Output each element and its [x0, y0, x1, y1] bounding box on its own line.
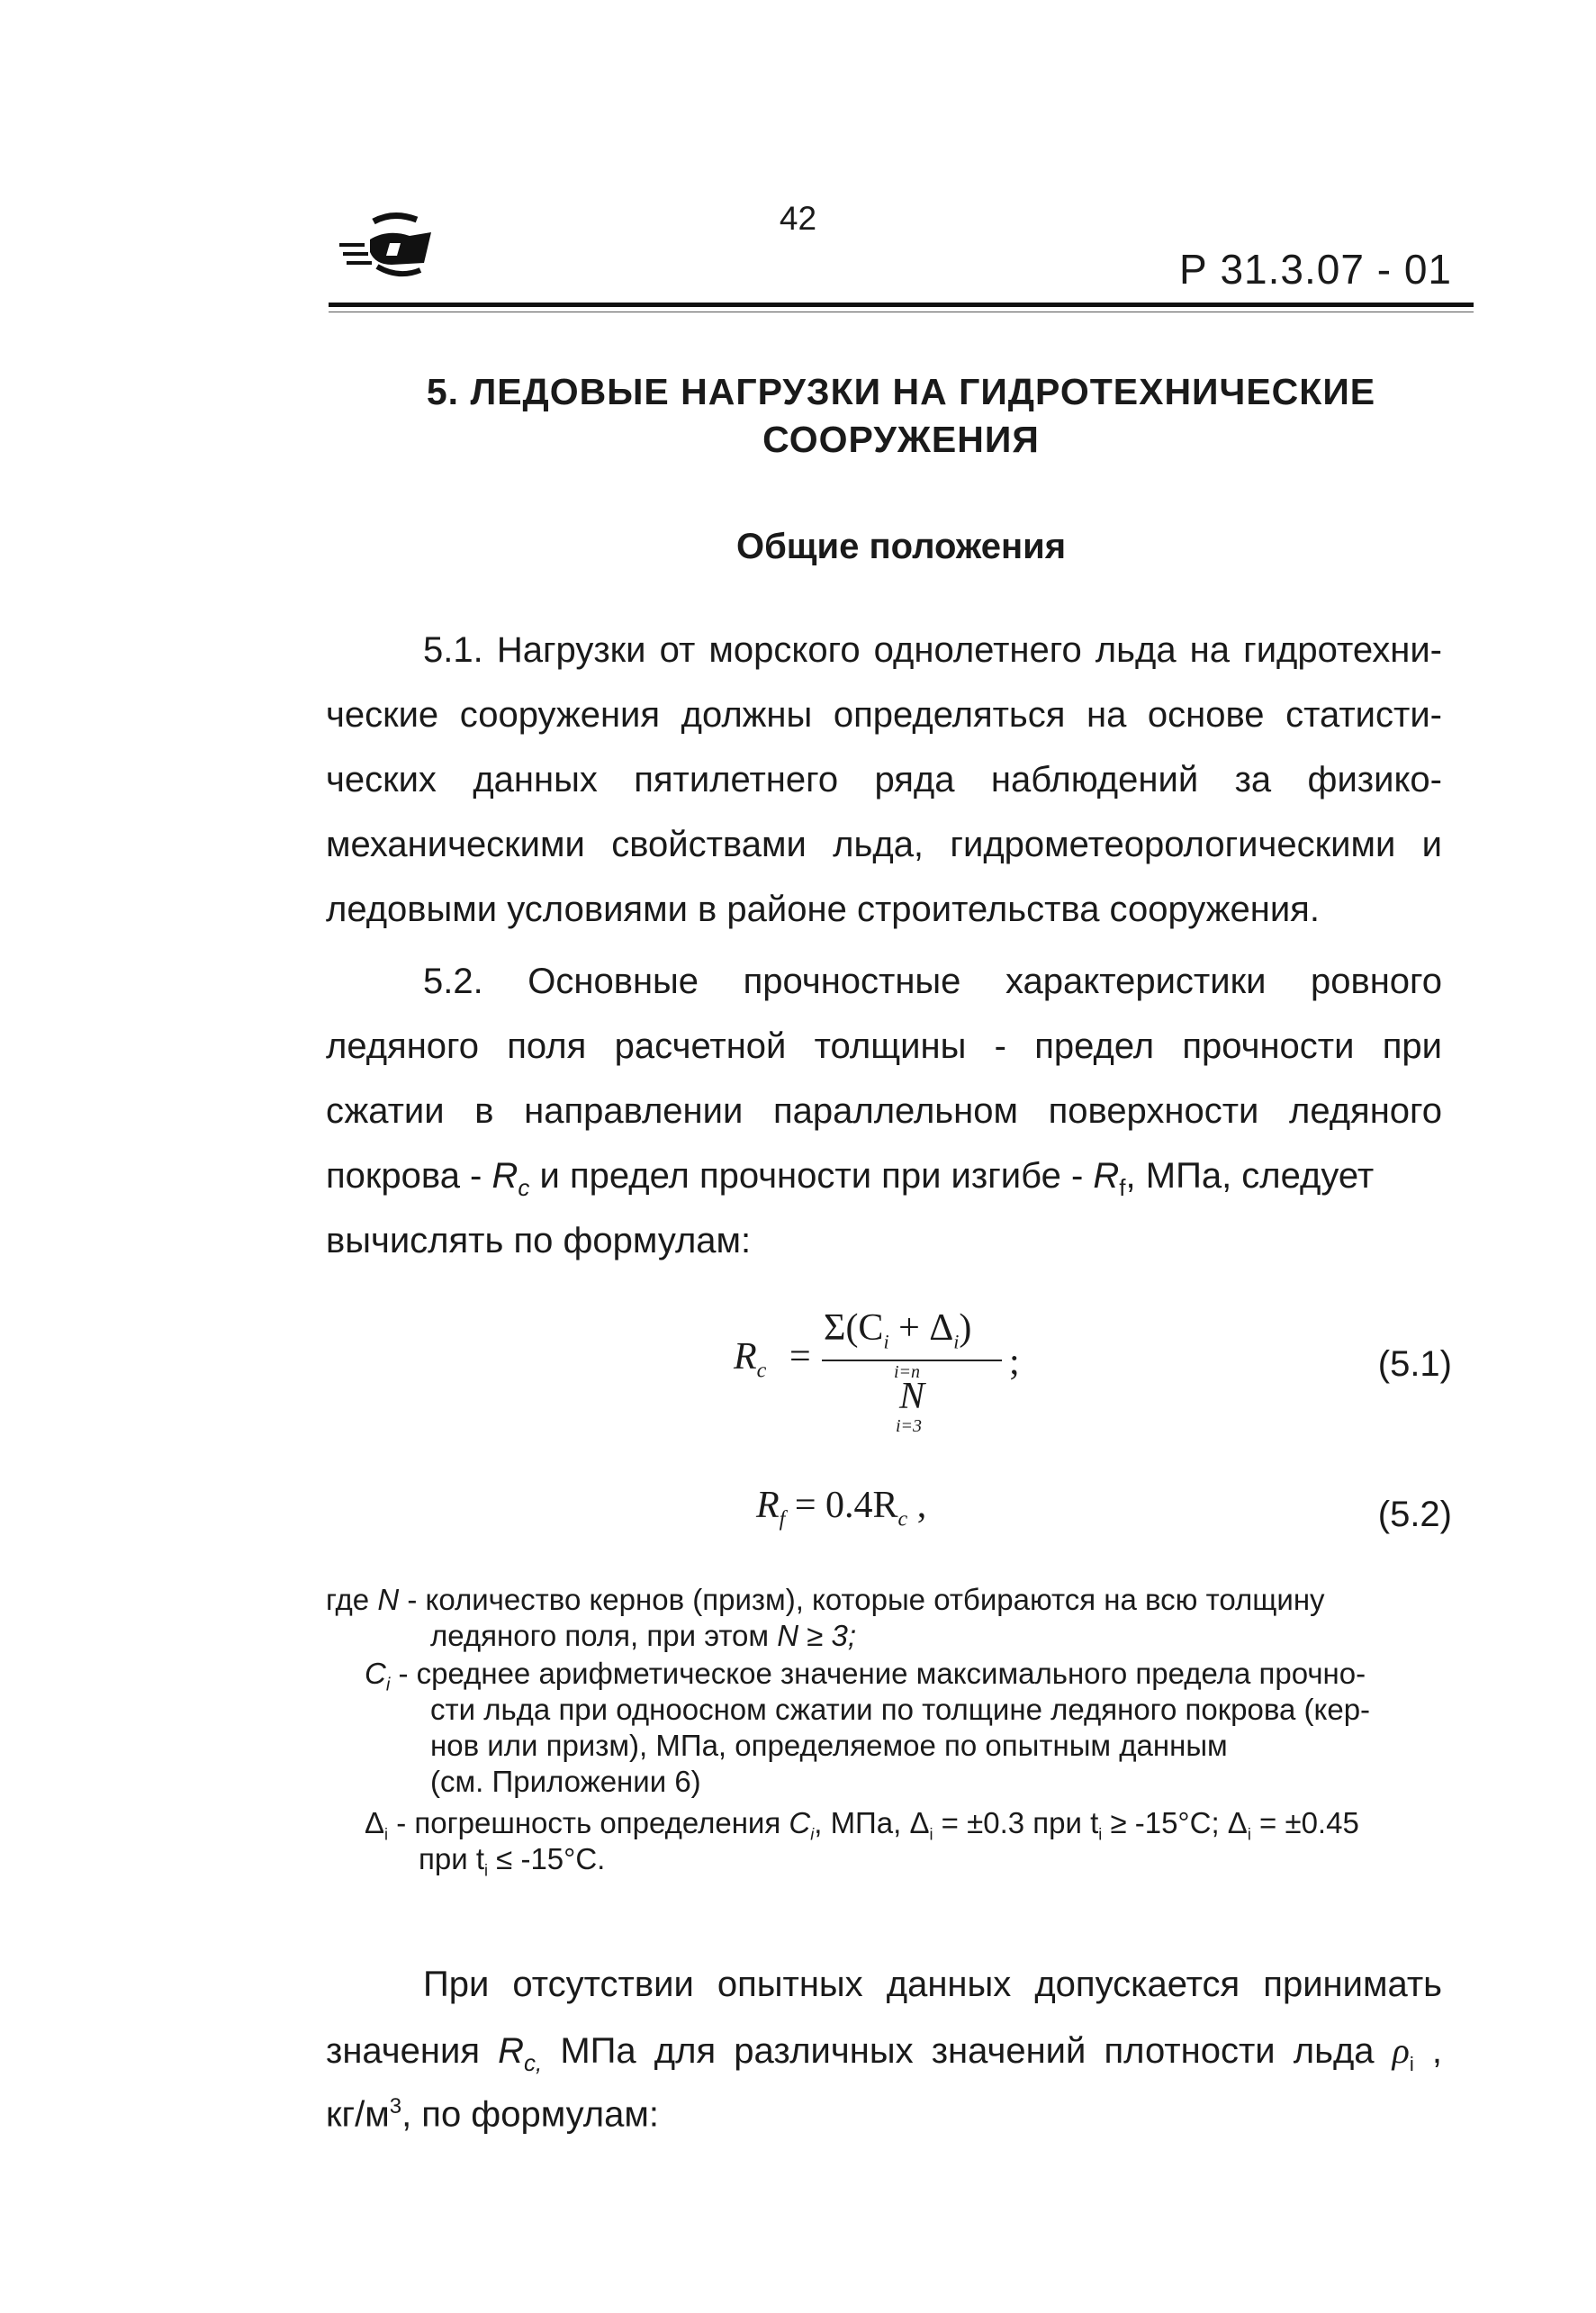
final-para-line-3: $кг/м^3$, по формулам:	[326, 2094, 659, 2135]
para-5-2-line-2: ледяного поля расчетной толщины - предел прочности при	[326, 1026, 1442, 1066]
para-5-2-line-4	[326, 1156, 1442, 1202]
para-5-1-line-3: ческих данных пятилетнего ряда наблюдений за физико-	[326, 760, 1442, 800]
final-para-line-1: При отсутствии опытных данных допускается принимать	[423, 1965, 1442, 2004]
note-c-line-4: (см. Приложении 6)	[430, 1765, 701, 1798]
para-5-1-line-1: 5.1. Нагрузки от морского однолетнего льда на гидротехни-	[423, 630, 1442, 670]
section-subtitle: Общие положения	[735, 527, 1067, 566]
note-n-line-1: где N - количество кернов (призм), которые отбираются на всю толщину	[326, 1583, 1325, 1616]
para-5-2-line-3: сжатии в направлении параллельном поверхности ледяного	[326, 1091, 1442, 1131]
note-c-line-1: $C_i$ - среднее арифметическое значение максимального предела прочно-	[365, 1657, 1366, 1695]
document-code: Р 31.3.07 - 01	[1179, 246, 1452, 293]
formula-5-1-lower-limit: i=3	[896, 1416, 923, 1436]
note-c-line-3: нов или призм), МПа, определяемое по опытным данным	[430, 1729, 1228, 1762]
equation-number-5-1: (5.1)	[1377, 1344, 1452, 1384]
formula-5-1-semicolon: ;	[1009, 1342, 1020, 1383]
section-title-line-2: СООРУЖЕНИЯ	[762, 419, 1040, 460]
note-delta-line-1: $\Delta_i$ - погрешность определения $C_i$, МПа, $\Delta_i = \pm 0.3$ при $t_i \ge -15^\circ С$; $\Delta_i = \pm 0.45$	[365, 1806, 1359, 1844]
para-5-1-line-5: ледовыми условиями в районе строительства сооружения.	[326, 890, 1320, 929]
header-rule	[329, 303, 1474, 307]
page-number: 42	[779, 200, 817, 237]
note-n-line-2: ледяного поля, при этом N ≥ 3;	[430, 1619, 857, 1652]
para-5-2-line-1: 5.2. Основные прочностные характеристики ровного	[423, 962, 1442, 1001]
para-5-1-line-2: ческие сооружения должны определяться на основе статисти-	[326, 695, 1442, 735]
formula-5-1-denominator: N	[899, 1376, 925, 1417]
final-para-line-2	[326, 2029, 1442, 2077]
equation-number-5-2: (5.2)	[1377, 1495, 1452, 1534]
formula-5-2: $R_f = 0.4R_c$ ,	[756, 1485, 927, 1531]
formula-5-1-numerator: $\Sigma(C_i + \Delta_i)$	[824, 1307, 972, 1353]
note-delta-line-2: при $t_i \le -15^\circ С$.	[419, 1842, 606, 1880]
para-5-2-line-4-text: покрова - $R_c$ и предел прочности при изгибе - $R_f$, МПа, следует	[326, 1156, 1375, 1201]
section-title-line-1: 5. ЛЕДОВЫЕ НАГРУЗКИ НА ГИДРОТЕХНИЧЕСКИЕ	[426, 371, 1376, 412]
final-para-line-2-text: значения $R_{c,}$ МПа для различных значений плотности льда $\rho_i$ ,	[326, 2030, 1442, 2076]
note-c-line-2: сти льда при одноосном сжатии по толщине ледяного покрова (кер-	[430, 1693, 1371, 1726]
formula-5-1-fraction-bar	[822, 1360, 1002, 1361]
formula-5-1-equals: =	[789, 1336, 811, 1378]
para-5-1-line-4: механическими свойствами льда, гидрометеорологическими и	[326, 825, 1442, 864]
para-5-2-line-5: вычислять по формулам:	[326, 1221, 752, 1260]
formula-5-1	[734, 1307, 1022, 1436]
formula-5-1-lhs: $R_c$	[734, 1336, 767, 1383]
formula-5-1-upper-limit: i=n	[894, 1362, 921, 1382]
